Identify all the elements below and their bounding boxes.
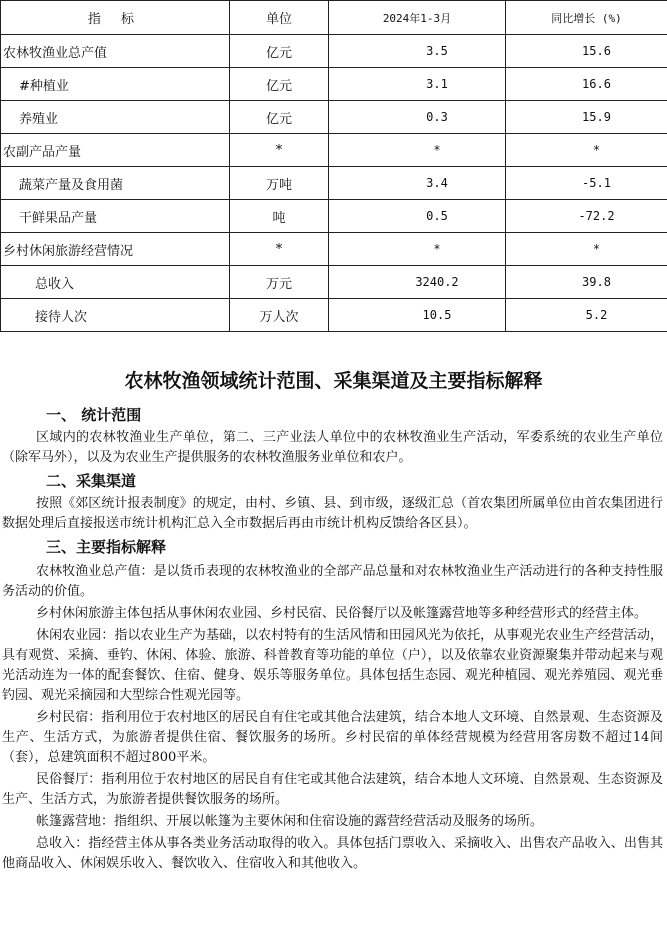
- row-unit: 万人次: [230, 299, 329, 332]
- row-growth: -72.2: [506, 200, 667, 233]
- paragraph-total-revenue: 总收入：指经营主体从事各类业务活动取得的收入。具体包括门票收入、采摘收入、出售农产品收入、出售其他商品收入、休闲娱乐收入、餐饮收入、住宿收入和其他收入。: [2, 836, 663, 871]
- table-header-row: [1, 1, 667, 35]
- row-value: 3.1: [329, 68, 506, 101]
- table-row: [1, 35, 667, 68]
- table-row: [1, 167, 667, 200]
- header-growth: 同比增长 (%): [506, 1, 667, 35]
- paragraph-scope: 区域内的农林牧渔业生产单位，第二、三产业法人单位中的农林牧渔业生产活动，军委系统的农业生产单位（除军马外），以及为农业生产提供服务的农林牧渔服务业单位和农户。: [2, 430, 663, 465]
- row-name: 农副产品产量: [1, 134, 230, 167]
- table-row: [1, 266, 667, 299]
- row-name: 养殖业: [1, 101, 230, 134]
- row-unit: *: [230, 233, 329, 266]
- header-period: 2024年1-3月: [329, 1, 506, 35]
- row-unit: 吨: [230, 200, 329, 233]
- paragraph-tourism-entities: 乡村休闲旅游主体包括从事休闲农业园、乡村民宿、民俗餐厅以及帐篷露营地等多种经营形式的经营主体。: [36, 606, 648, 621]
- explanation-document: [0, 360, 667, 874]
- table-row: [1, 299, 667, 332]
- document-title: 农林牧渔领域统计范围、采集渠道及主要指标解释: [124, 370, 543, 392]
- paragraph-campsite: 帐篷露营地：指组织、开展以帐篷为主要休闲和住宿设施的露营经营活动及服务的场所。: [36, 814, 544, 829]
- table-row: [1, 200, 667, 233]
- row-value: 0.3: [329, 101, 506, 134]
- paragraph-total-output: 农林牧渔业总产值：是以货币表现的农林牧渔业的全部产品总量和对农林牧渔业生产活动进行的各种支持性服务活动的价值。: [2, 564, 663, 599]
- row-value: *: [329, 233, 506, 266]
- paragraph-leisure-farm: 休闲农业园：指以农业生产为基础，以农村特有的生活风情和田园风光为依托，从事观光农业生产经营活动，具有观赏、采摘、垂钓、休闲、体验、旅游、科普教育等功能的单位（户），以及依靠农业资源聚集并带动起来与观光活动连为一体的配套餐饮、住宿、健身、娱乐等服务单位。具体包括生态园、观光种植园、观光养殖园、观光垂钓园、观光采摘园和大型综合性观光园等。: [2, 628, 663, 703]
- row-value: 3.5: [329, 35, 506, 68]
- row-value: 0.5: [329, 200, 506, 233]
- header-indicator: 指 标: [1, 1, 230, 35]
- row-value: 10.5: [329, 299, 506, 332]
- row-value: 3.4: [329, 167, 506, 200]
- row-name: #种植业: [1, 68, 230, 101]
- row-value: 3240.2: [329, 266, 506, 299]
- paragraph-channels: 按照《郊区统计报表制度》的规定，由村、乡镇、县、到市级，逐级汇总（首农集团所属单位由首农集团进行数据处理后直接报送市统计机构汇总入全市数据后再由市统计机构反馈给各区县）。: [2, 496, 663, 531]
- row-growth: 5.2: [506, 299, 667, 332]
- row-unit: 亿元: [230, 68, 329, 101]
- statistics-table: [0, 0, 667, 332]
- row-growth: 39.8: [506, 266, 667, 299]
- section-heading-indicators: 三、主要指标解释: [46, 538, 167, 556]
- table-row: [1, 233, 667, 266]
- paragraph-folk-restaurant: 民俗餐厅：指利用位于农村地区的居民自有住宅或其他合法建筑，结合本地人文环境、自然景观、生态资源及生产、生活方式，为旅游者提供餐饮服务的场所。: [2, 772, 663, 807]
- row-growth: 15.9: [506, 101, 667, 134]
- row-value: *: [329, 134, 506, 167]
- row-unit: 万吨: [230, 167, 329, 200]
- table-row: [1, 68, 667, 101]
- row-unit: *: [230, 134, 329, 167]
- row-growth: 16.6: [506, 68, 667, 101]
- row-unit: 万元: [230, 266, 329, 299]
- row-growth: *: [506, 233, 667, 266]
- section-heading-channels: 二、采集渠道: [46, 472, 137, 490]
- table-row: [1, 101, 667, 134]
- row-unit: 亿元: [230, 101, 329, 134]
- row-name: 总收入: [1, 266, 230, 299]
- row-unit: 亿元: [230, 35, 329, 68]
- row-growth: 15.6: [506, 35, 667, 68]
- table-row: [1, 134, 667, 167]
- section-heading-scope: 一、 统计范围: [46, 406, 142, 424]
- row-name: 接待人次: [1, 299, 230, 332]
- row-name: 干鲜果品产量: [1, 200, 230, 233]
- row-name: 农林牧渔业总产值: [1, 35, 230, 68]
- paragraph-rural-homestay: 乡村民宿：指利用位于农村地区的居民自有住宅或其他合法建筑，结合本地人文环境、自然景观、生态资源及生产、生活方式，为旅游者提供住宿、餐饮服务的场所。乡村民宿的单体经营规模为经营用客房数不超过14间（套），总建筑面积不超过800平米。: [2, 710, 663, 765]
- row-name: 蔬菜产量及食用菌: [1, 167, 230, 200]
- row-growth: -5.1: [506, 167, 667, 200]
- row-growth: *: [506, 134, 667, 167]
- row-name: 乡村休闲旅游经营情况: [1, 233, 230, 266]
- header-unit: 单位: [230, 1, 329, 35]
